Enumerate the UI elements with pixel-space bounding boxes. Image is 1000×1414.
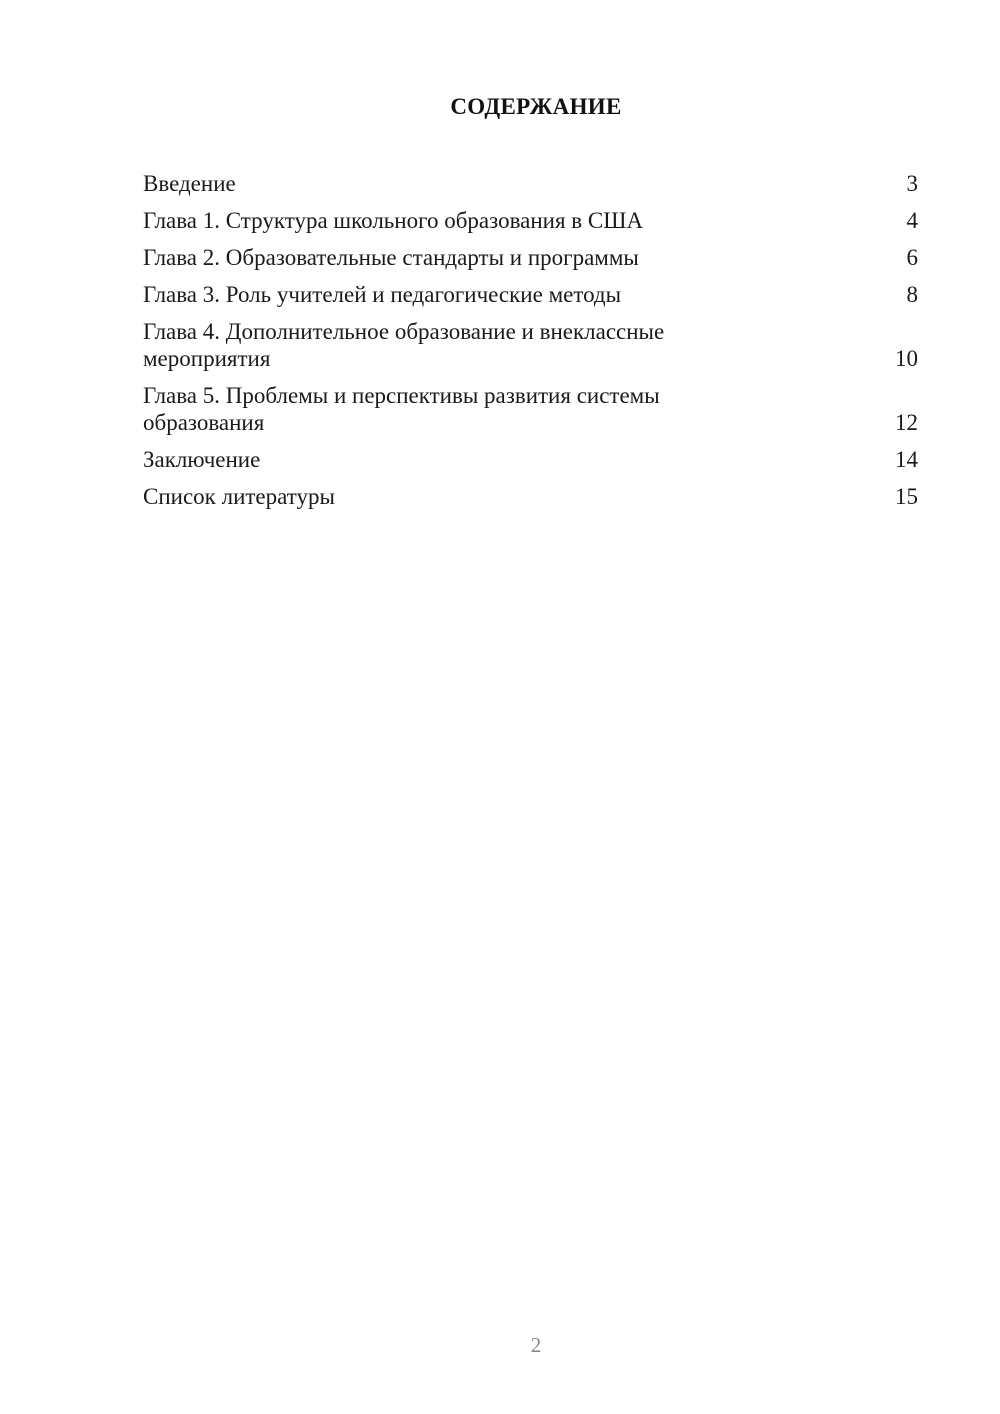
toc-entry-title: Глава 5. Проблемы и перспективы развития системы образования (143, 383, 660, 435)
toc-entry-page: 6 (906, 245, 918, 270)
toc-entry-introduction[interactable] (143, 170, 918, 197)
table-of-contents (143, 170, 918, 520)
toc-entry-title: Список литературы (143, 484, 335, 509)
toc-entry-title: Глава 3. Роль учителей и педагогические методы (143, 282, 622, 307)
toc-entry-title: Заключение (143, 447, 261, 472)
toc-entry-chapter-3[interactable] (143, 281, 918, 308)
toc-entry-page: 12 (895, 410, 918, 435)
page-title: СОДЕРЖАНИЕ (450, 94, 622, 119)
toc-entry-title: Введение (143, 171, 236, 196)
toc-entry-conclusion[interactable] (143, 446, 918, 473)
toc-entry-chapter-4[interactable] (143, 318, 918, 372)
toc-entry-title: Глава 1. Структура школьного образования в США (143, 208, 644, 233)
toc-entry-references[interactable] (143, 483, 918, 510)
toc-entry-page: 14 (895, 447, 918, 472)
toc-entry-page: 10 (895, 346, 918, 371)
toc-entry-page: 3 (906, 171, 918, 196)
toc-entry-title: Глава 2. Образовательные стандарты и программы (143, 245, 639, 270)
toc-entry-page: 8 (906, 282, 918, 307)
toc-entry-title: Глава 4. Дополнительное образование и внеклассные мероприятия (143, 319, 665, 371)
toc-entry-chapter-1[interactable] (143, 207, 918, 234)
toc-entry-page: 4 (906, 208, 918, 233)
toc-entry-chapter-2[interactable] (143, 244, 918, 271)
toc-entry-page: 15 (895, 484, 918, 509)
toc-entry-chapter-5[interactable] (143, 382, 918, 436)
page-number: 2 (530, 1333, 542, 1357)
